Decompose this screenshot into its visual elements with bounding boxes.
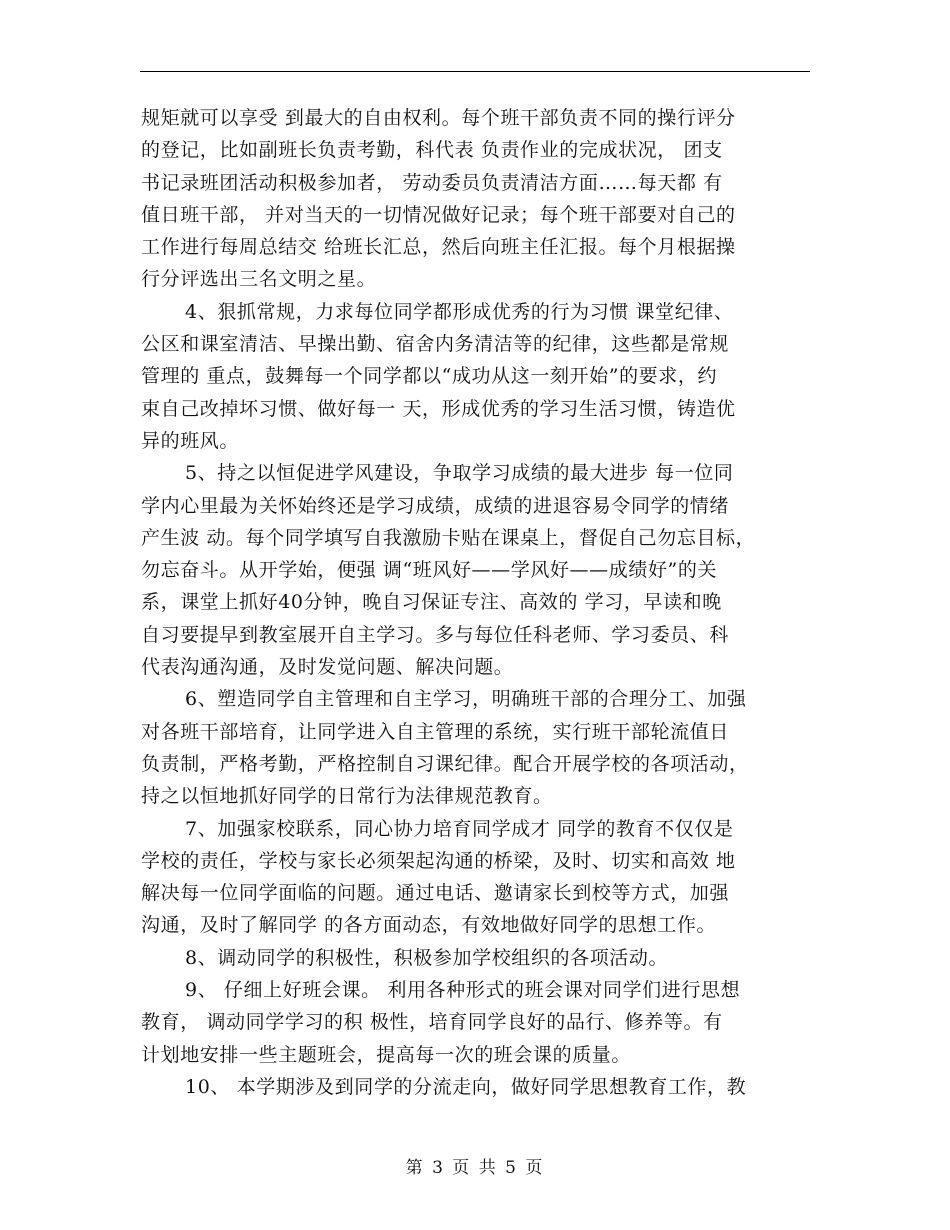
body-text	[141, 102, 811, 1103]
text-line: 管理的 重点，鼓舞每一个同学都以“成功从这一刻开始”的要求，约	[141, 365, 718, 388]
text-line: 行分评选出三名文明之星。	[141, 268, 377, 291]
text-line: 对各班干部培育，让同学进入自主管理的系统，实行班干部轮流值日	[141, 720, 730, 743]
text-line: 异的班风。	[141, 429, 240, 452]
text-line: 自习要提早到教室展开自主学习。多与每位任科老师、学习委员、科	[141, 623, 730, 646]
text-line: 书记录班团活动积极参加者， 劳动委员负责清洁方面……每天都 有	[141, 171, 723, 194]
paragraph-4-start: 4、狠抓常规，力求每位同学都形成优秀的行为习惯 课堂纪律、	[185, 300, 734, 323]
text-line: 的登记，比如副班长负责考勤，科代表 负责作业的完成状况， 团支	[141, 139, 723, 162]
text-line: 工作进行每周总结交 给班长汇总，然后向班主任汇报。每个月根据操	[141, 236, 736, 259]
text-line: 产生波 动。每个同学填写自我激励卡贴在课桌上，督促自己勿忘目标，	[141, 526, 756, 549]
text-line: 束自己改掉坏习惯、做好每一 天，形成优秀的学习生活习惯，铸造优	[141, 397, 736, 420]
text-line: 值日班干部， 并对当天的一切情况做好记录；每个班干部要对自己的	[141, 203, 736, 226]
text-line: 学校的责任，学校与家长必须架起沟通的桥梁，及时、切实和高效 地	[141, 849, 736, 872]
header-rule	[140, 71, 810, 72]
text-line: 负责制，严格考勤，严格控制自习课纪律。配合开展学校的各项活动，	[141, 752, 749, 775]
text-line: 公区和课室清洁、早操出勤、宿舍内务清洁等的纪律，这些都是常规	[141, 333, 730, 356]
page-number-footer: 第 3 页 共 5 页	[405, 1158, 545, 1178]
paragraph-8: 8、调动同学的积极性，积极参加学校组织的各项活动。	[185, 946, 669, 969]
text-line: 代表沟通沟通，及时发觉问题、解决问题。	[141, 656, 514, 679]
paragraph-7-start: 7、加强家校联系，同心协力培育同学成才 同学的教育不仅仅是	[185, 817, 734, 840]
text-line: 系，课堂上抓好40分钟，晚自习保证专注、高效的 学习，早读和晚	[141, 591, 722, 614]
text-line: 计划地安排一些主题班会，提高每一次的班会课的质量。	[141, 1043, 632, 1066]
paragraph-6-start: 6、塑造同学自主管理和自主学习，明确班干部的合理分工、加强	[185, 688, 747, 711]
text-line: 勿忘奋斗。从开学始，便强 调“班风好——学风好——成绩好”的关	[141, 559, 718, 582]
text-line: 规矩就可以享受 到最大的自由权利。每个班干部负责不同的操行评分	[141, 107, 736, 129]
text-line: 教育， 调动同学学习的积 极性，培育同学良好的品行、修养等。有	[141, 1011, 723, 1034]
paragraph-9-start: 9、 仔细上好班会课。 利用各种形式的班会课对同学们进行思想	[185, 979, 741, 1002]
paragraph-5-start: 5、持之以恒促进学风建设，争取学习成绩的最大进步 每一位同	[185, 462, 734, 485]
text-line: 解决每一位同学面临的问题。通过电话、邀请家长到校等方式，加强	[141, 882, 730, 905]
paragraph-10-start: 10、 本学期涉及到同学的分流走向，做好同学思想教育工作，教	[185, 1075, 747, 1098]
text-line: 沟通，及时了解同学 的各方面动态，有效地做好同学的思想工作。	[141, 914, 717, 937]
text-line: 持之以恒地抓好同学的日常行为法律规范教育。	[141, 785, 553, 808]
text-line: 学内心里最为关怀始终还是学习成绩，成绩的进退容易令同学的情绪	[141, 494, 730, 517]
